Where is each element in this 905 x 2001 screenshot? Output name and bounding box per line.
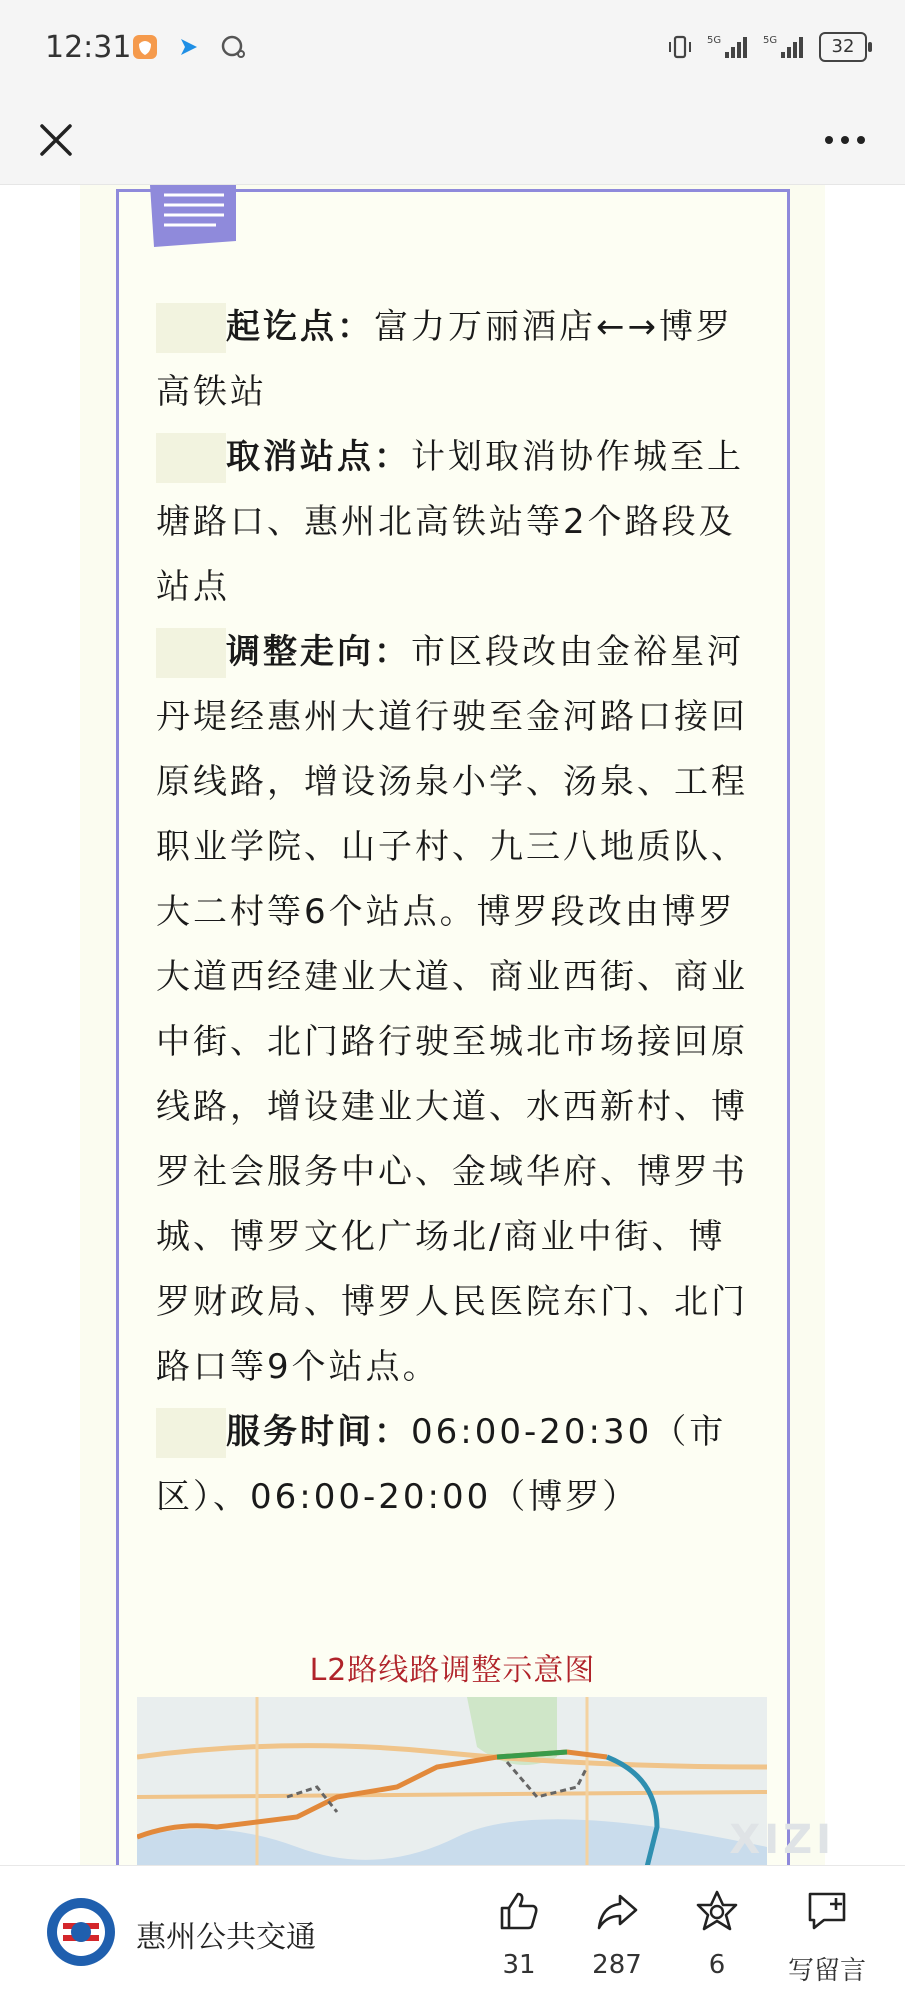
article-content <box>0 185 905 1865</box>
paragraph-route-adjustment <box>156 620 756 1400</box>
paragraph-indent-highlight <box>156 433 226 483</box>
status-time: 12:31 <box>45 30 132 65</box>
notification-icons <box>130 32 248 62</box>
vibrate-icon <box>665 32 695 62</box>
svg-text:5G: 5G <box>707 35 722 46</box>
paragraph-indent-highlight <box>156 1408 226 1458</box>
paragraph-label: 服务时间： <box>226 1412 411 1452</box>
thumbs-up-icon <box>496 1888 542 1934</box>
paragraph-text: 富力万丽酒店←→博罗高铁站 <box>156 307 733 412</box>
more-options-icon[interactable] <box>815 110 875 170</box>
share-arrow-icon <box>594 1888 640 1934</box>
route-map-image <box>137 1697 767 1865</box>
favorite-count: 6 <box>708 1950 726 1980</box>
top-nav-bar <box>0 100 905 185</box>
write-comment-button[interactable] <box>772 1888 882 1987</box>
signal-5g-icon-1 <box>707 32 751 62</box>
paragraph-label: 起讫点： <box>226 307 374 347</box>
paragraph-indent-highlight <box>156 628 226 678</box>
system-status-icons <box>665 32 867 62</box>
like-count: 31 <box>502 1950 536 1980</box>
comment-add-icon <box>804 1888 850 1934</box>
signal-5g-icon-2 <box>763 32 807 62</box>
paragraph-text: 计划取消协作城至上塘路口、惠州北高铁站等2个路段及站点 <box>156 437 744 607</box>
share-button[interactable] <box>572 1888 662 1980</box>
close-icon[interactable] <box>26 110 86 170</box>
account-name[interactable]: 惠州公共交通 <box>136 1920 316 1955</box>
paragraph-service-hours <box>156 1400 756 1530</box>
watermark: XIZI <box>729 1817 835 1863</box>
status-bar <box>0 0 905 100</box>
document-icon <box>146 185 240 249</box>
paragraph-indent-highlight <box>156 303 226 353</box>
map-caption: L2路线路调整示意图 <box>309 1653 596 1688</box>
arrow-notification-icon <box>174 32 204 62</box>
paragraph-text: 市区段改由金裕星河丹堤经惠州大道行驶至金河路口接回原线路，增设汤泉小学、汤泉、工程职业学院、山子村、九三八地质队、大二村等6个站点。博罗段改由博罗大道西经建业大道、商业西街、商业中街、北门路行驶至城北市场接回原线路，增设建业大道、水西新村、博罗社会服务中心、金域华府、博罗书城、博罗文化广场北/商业中街、博罗财政局、博罗人民医院东门、北门路口等9个站点。 <box>156 632 748 1387</box>
paragraph-label: 取消站点： <box>226 437 411 477</box>
battery-icon: 32 <box>819 32 867 62</box>
chat-bubble-icon <box>218 32 248 62</box>
account-logo[interactable] <box>45 1896 117 1968</box>
app-notification-icon <box>130 32 160 62</box>
write-comment-label: 写留言 <box>787 1956 866 1986</box>
like-button[interactable] <box>474 1888 564 1980</box>
paragraph-label: 调整走向： <box>226 632 411 672</box>
share-count: 287 <box>592 1950 642 1980</box>
favorite-star-icon <box>694 1888 740 1934</box>
paragraph-text: 06:00-20:30（市区）、06:00-20:00（博罗） <box>156 1412 727 1517</box>
bottom-action-bar <box>0 1865 905 2001</box>
svg-text:5G: 5G <box>763 35 778 46</box>
favorite-button[interactable] <box>672 1888 762 1980</box>
article-paragraphs <box>156 295 756 1530</box>
paragraph-route-endpoints <box>156 295 756 425</box>
paragraph-cancelled-stops <box>156 425 756 620</box>
